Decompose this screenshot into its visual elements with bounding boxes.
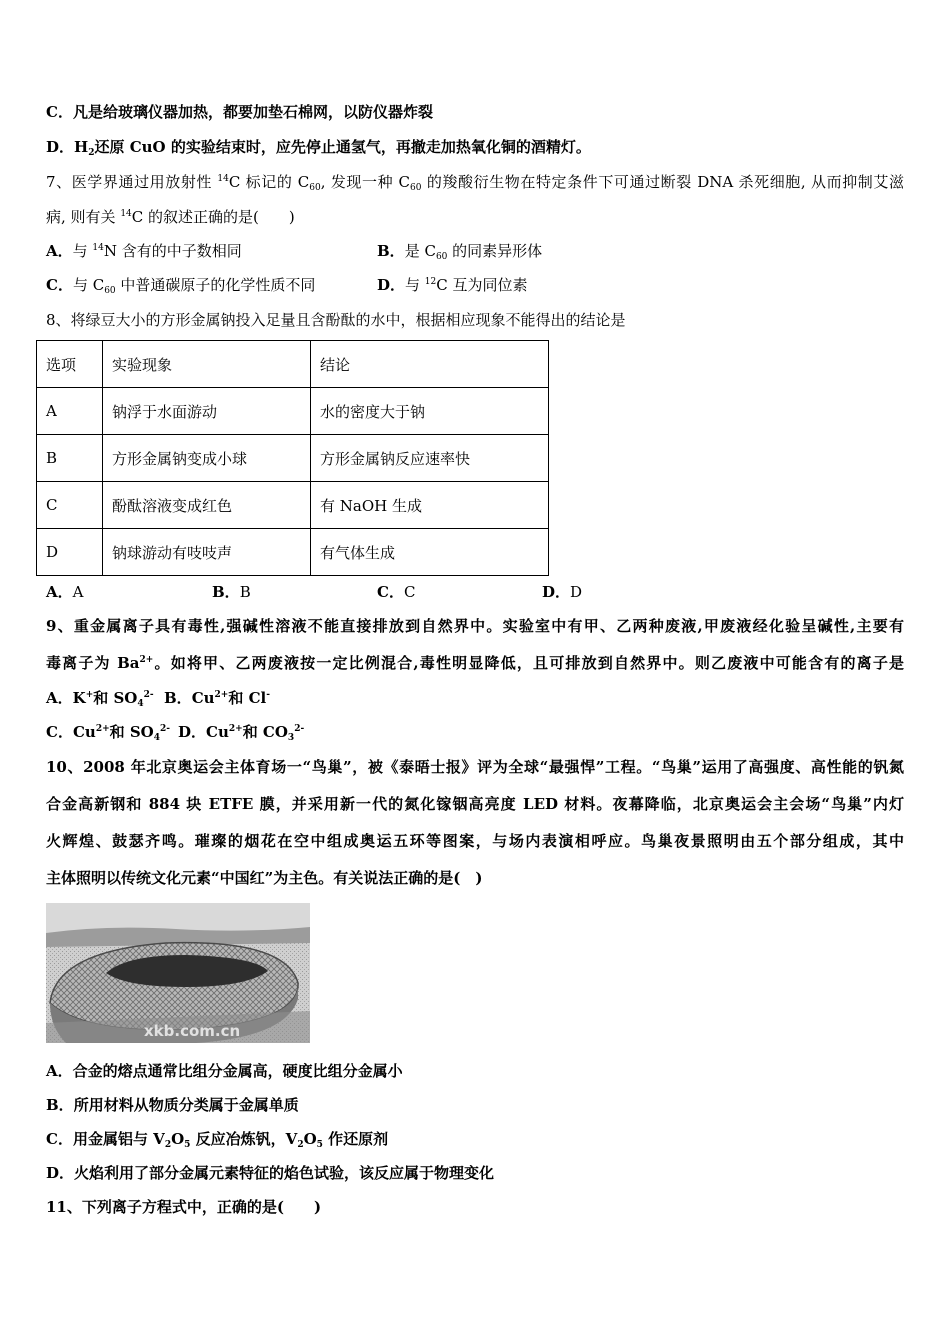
superscript: 2+	[139, 655, 154, 665]
subscript: 60	[309, 183, 321, 193]
table-row	[37, 482, 549, 529]
option-label: B．	[377, 242, 405, 260]
q10-stem-line-2: 合金高新钢和 884 块 ETFE 膜，并采用新一代的氮化镓铟高亮度 LED 材料。夜幕降临，北京奥运会主会场“鸟巢”内灯	[46, 795, 904, 813]
q8-table	[36, 340, 549, 576]
text: 作还原剂	[322, 1130, 389, 1148]
text: 是 C	[404, 242, 436, 260]
formula-part: K	[72, 689, 86, 707]
option-label: D．	[178, 723, 207, 741]
superscript: 2+	[95, 724, 110, 734]
option-label: C．	[377, 583, 404, 601]
q8-option-b	[212, 582, 251, 602]
superscript: 14	[92, 243, 104, 253]
option-label: A．	[46, 242, 73, 260]
subscript: 2	[164, 1140, 172, 1150]
q7-stem-line-1	[46, 172, 904, 192]
text: , 发现一种 C	[320, 173, 411, 191]
text: O	[171, 1130, 185, 1148]
q9-option-a	[46, 688, 154, 708]
subscript: 60	[104, 286, 116, 296]
q8-option-c	[377, 582, 415, 602]
text: 7、医学界通过用放射性	[46, 173, 218, 191]
option-label: A．	[46, 583, 73, 601]
table-cell: A	[37, 388, 103, 435]
table-cell: 方形金属钠反应速率快	[311, 435, 549, 482]
option-label: A．	[46, 689, 73, 707]
option-label: C．	[46, 103, 73, 121]
q7-stem-line-2	[46, 207, 295, 227]
text: 用金属铝与 V	[72, 1130, 165, 1148]
formula-part: 和 CO	[242, 723, 288, 741]
table-header: 选项	[37, 341, 103, 388]
formula-part: 和 SO	[93, 689, 138, 707]
q8-option-d	[542, 582, 582, 602]
bird-nest-stadium-photo	[46, 903, 310, 1043]
formula-part: Cu	[191, 689, 215, 707]
subscript: 2	[88, 148, 95, 158]
table-cell: C	[37, 482, 103, 529]
q9-option-d	[178, 722, 304, 742]
table-cell: 有气体生成	[311, 529, 549, 576]
q8-stem: 8、将绿豆大小的方形金属钠投入足量且含酚酞的水中，根据相应现象不能得出的结论是	[46, 311, 626, 329]
option-label: C．	[46, 276, 73, 294]
q9-stem-line-1: 9、重金属离子具有毒性,强碱性溶液不能直接排放到自然界中。实验室中有甲、乙两种废液,甲废液经化验呈碱性,主要有	[46, 617, 904, 635]
text: 。如将甲、乙两废液按一定比例混合,毒性明显降低，且可排放到自然界中。则乙废液中可能含有的离子是	[153, 654, 905, 672]
table-cell: B	[37, 435, 103, 482]
table-cell: 钠浮于水面游动	[103, 388, 311, 435]
q7-option-c	[46, 275, 315, 295]
q8-option-a	[46, 582, 83, 602]
formula-part: Cu	[206, 723, 229, 741]
option-label: B．	[212, 583, 240, 601]
stadium-illustration	[46, 903, 310, 1043]
text: 的同素异形体	[447, 242, 543, 260]
text: 病, 则有关	[46, 208, 121, 226]
q10-stem-line-1: 10、2008 年北京奥运会主体育场一“鸟巢”，被《泰晤士报》评为全球“最强悍”工程。“鸟巢”运用了高强度、高性能的钒氮	[46, 758, 904, 776]
superscript: 2+	[228, 724, 243, 734]
table-header: 实验现象	[103, 341, 311, 388]
option-label: C．	[46, 1130, 73, 1148]
q7-option-a	[46, 241, 242, 261]
q10-stem-line-3: 火辉煌、鼓瑟齐鸣。璀璨的烟花在空中组成奥运五环等图案，与场内表演相呼应。鸟巢夜景照明由五个部分组成，其中	[46, 832, 904, 850]
q10-option-b	[46, 1095, 299, 1115]
formula-part: 和 SO	[109, 723, 154, 741]
subscript: 4	[153, 733, 161, 743]
table-cell: D	[37, 529, 103, 576]
option-label: D．	[542, 583, 571, 601]
table-row	[37, 529, 549, 576]
superscript: 2+	[214, 690, 229, 700]
option-label: C．	[46, 723, 73, 741]
watermark-text: xkb.com.cn	[144, 1022, 241, 1040]
q10-option-c	[46, 1129, 388, 1149]
superscript: 14	[217, 174, 229, 184]
option-text: 合金的熔点通常比组分金属高，硬度比组分金属小	[72, 1062, 403, 1080]
subscript: 5	[316, 1140, 323, 1150]
superscript: 14	[120, 209, 132, 219]
superscript: 2-	[160, 724, 171, 734]
q6-option-d	[46, 137, 591, 157]
superscript: 12	[424, 277, 437, 287]
option-text: 凡是给玻璃仪器加热，都要加垫石棉网，以防仪器炸裂	[72, 103, 433, 121]
q10-option-a	[46, 1061, 403, 1081]
option-text: 还原 CuO 的实验结束时，应先停止通氢气，再撤走加热氧化铜的酒精灯。	[94, 138, 591, 156]
q9-option-c	[46, 722, 170, 742]
q6-option-c	[46, 102, 433, 122]
option-label: D．	[46, 1164, 75, 1182]
table-row	[37, 388, 549, 435]
subscript: 60	[410, 183, 422, 193]
text: C 的叙述正确的是( )	[131, 208, 295, 226]
text: 与 C	[72, 276, 105, 294]
table-header-row	[37, 341, 549, 388]
q7-option-d	[377, 275, 528, 295]
option-text: B	[239, 583, 251, 601]
option-text: C	[403, 583, 416, 601]
text: 反应冶炼钒，V	[190, 1130, 298, 1148]
table-cell: 酚酞溶液变成红色	[103, 482, 311, 529]
text: 的羧酸衍生物在特定条件下可通过断裂 DNA 杀死细胞, 从而抑制艾滋	[421, 173, 904, 191]
option-label: B．	[164, 689, 192, 707]
text: 与	[72, 242, 93, 260]
subscript: 2	[297, 1140, 304, 1150]
superscript: 2-	[294, 724, 305, 734]
option-label: A．	[46, 1062, 73, 1080]
table-cell: 水的密度大于钠	[311, 388, 549, 435]
table-header: 结论	[311, 341, 549, 388]
table-cell: 方形金属钠变成小球	[103, 435, 311, 482]
subscript: 3	[287, 733, 295, 743]
option-text: A	[72, 583, 84, 601]
formula-part: 和 Cl	[228, 689, 267, 707]
q10-stem-line-4: 主体照明以传统文化元素“中国红”为主色。有关说法正确的是( )	[46, 869, 483, 887]
option-text: 所用材料从物质分类属于金属单质	[73, 1096, 299, 1114]
subscript: 5	[184, 1140, 191, 1150]
table-cell: 有 NaOH 生成	[311, 482, 549, 529]
formula-part: H	[74, 138, 89, 156]
q10-option-d	[46, 1163, 494, 1183]
subscript: 60	[435, 252, 448, 262]
text: 毒离子为 Ba	[46, 654, 140, 672]
q7-option-b	[377, 241, 542, 261]
table-cell: 钠球游动有吱吱声	[103, 529, 311, 576]
formula-part: Cu	[72, 723, 96, 741]
superscript: +	[85, 690, 94, 700]
q11-stem: 11、下列离子方程式中，正确的是( )	[46, 1198, 322, 1216]
text: N 含有的中子数相同	[103, 242, 242, 260]
option-text: 火焰利用了部分金属元素特征的焰色试验，该反应属于物理变化	[74, 1164, 495, 1182]
superscript: 2-	[143, 690, 154, 700]
q9-option-b	[164, 688, 270, 708]
option-label: D．	[377, 276, 406, 294]
superscript: -	[266, 690, 270, 700]
option-label: B．	[46, 1096, 74, 1114]
text: C 标记的 C	[228, 173, 310, 191]
subscript: 4	[137, 699, 144, 709]
text: 中普通碳原子的化学性质不同	[115, 276, 316, 294]
option-text: D	[570, 583, 583, 601]
option-label: D．	[46, 138, 75, 156]
text: 与	[405, 276, 425, 294]
q9-stem-line-2	[46, 653, 904, 673]
text: C 互为同位素	[436, 276, 528, 294]
text: O	[303, 1130, 317, 1148]
table-row	[37, 435, 549, 482]
